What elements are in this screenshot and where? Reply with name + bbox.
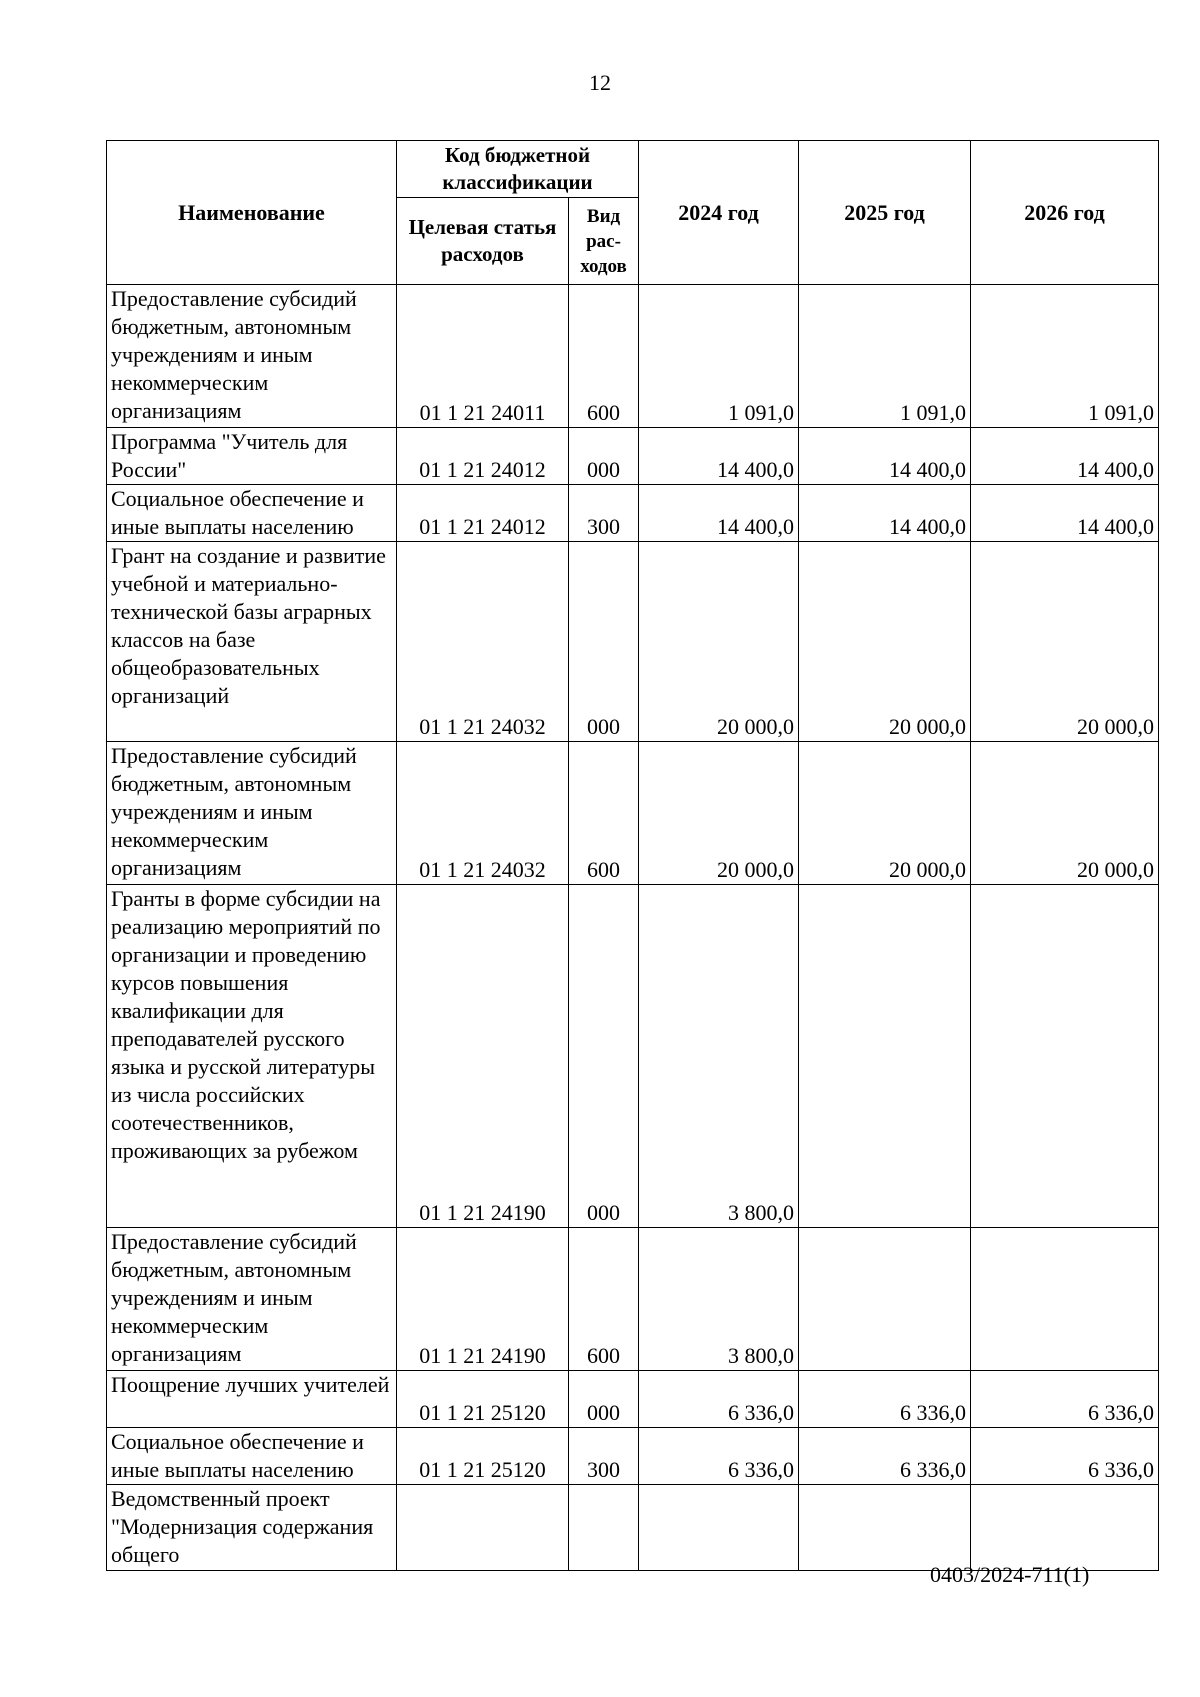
table-row bbox=[107, 285, 1159, 428]
row-value-2025 bbox=[799, 1228, 971, 1371]
footer-document-code: 0403/2024-711(1) bbox=[930, 1562, 1090, 1587]
row-value-2026 bbox=[971, 1485, 1159, 1571]
row-value-2024: 20 000,0 bbox=[639, 542, 799, 742]
row-expense-type: 000 bbox=[569, 885, 639, 1228]
row-expense-type: 300 bbox=[569, 485, 639, 542]
row-target-article: 01 1 21 24011 bbox=[397, 285, 569, 428]
row-value-2025: 1 091,0 bbox=[799, 285, 971, 428]
row-name: Грант на создание и развитие учебной и материально-технической базы аграрных классов на базе общеобразовательных организаций bbox=[107, 542, 397, 742]
row-name: Гранты в форме субсидии на реализацию мероприятий по организации и проведению курсов повышения квалификации для преподавателей русского языка и русской литературы из числа российских соотечественников, проживающих за рубежом bbox=[107, 885, 397, 1228]
table-row bbox=[107, 542, 1159, 742]
row-name: Предоставление субсидий бюджетным, автономным учреждениям и иным некоммерческим организациям bbox=[107, 1228, 397, 1371]
row-target-article: 01 1 21 24012 bbox=[397, 485, 569, 542]
header-expense-type: Вид рас-ходов bbox=[569, 198, 639, 285]
row-name: Программа "Учитель для России" bbox=[107, 428, 397, 485]
row-value-2025: 20 000,0 bbox=[799, 742, 971, 885]
row-value-2024: 3 800,0 bbox=[639, 1228, 799, 1371]
row-target-article bbox=[397, 1485, 569, 1571]
header-name: Наименование bbox=[107, 141, 397, 285]
table-body bbox=[107, 285, 1159, 1571]
table-row bbox=[107, 1428, 1159, 1485]
row-name: Ведомственный проект "Модернизация содержания общего bbox=[107, 1485, 397, 1571]
row-target-article: 01 1 21 25120 bbox=[397, 1371, 569, 1428]
row-expense-type: 600 bbox=[569, 1228, 639, 1371]
row-value-2026: 6 336,0 bbox=[971, 1371, 1159, 1428]
header-target-article: Целевая статья расходов bbox=[397, 198, 569, 285]
row-name: Предоставление субсидий бюджетным, автономным учреждениям и иным некоммерческим организациям bbox=[107, 742, 397, 885]
row-value-2024: 20 000,0 bbox=[639, 742, 799, 885]
row-target-article: 01 1 21 24012 bbox=[397, 428, 569, 485]
row-value-2025: 6 336,0 bbox=[799, 1428, 971, 1485]
row-expense-type: 600 bbox=[569, 285, 639, 428]
table-row bbox=[107, 428, 1159, 485]
row-expense-type: 000 bbox=[569, 1371, 639, 1428]
row-value-2026: 6 336,0 bbox=[971, 1428, 1159, 1485]
row-expense-type: 000 bbox=[569, 542, 639, 742]
row-value-2025: 20 000,0 bbox=[799, 542, 971, 742]
table-row bbox=[107, 485, 1159, 542]
row-value-2024: 14 400,0 bbox=[639, 485, 799, 542]
row-value-2026: 1 091,0 bbox=[971, 285, 1159, 428]
row-value-2025: 6 336,0 bbox=[799, 1371, 971, 1428]
row-value-2025: 14 400,0 bbox=[799, 428, 971, 485]
row-name: Социальное обеспечение и иные выплаты населению bbox=[107, 485, 397, 542]
row-target-article: 01 1 21 24032 bbox=[397, 742, 569, 885]
budget-table bbox=[106, 140, 1159, 1571]
row-value-2026: 20 000,0 bbox=[971, 542, 1159, 742]
row-value-2026: 14 400,0 bbox=[971, 485, 1159, 542]
row-value-2024: 3 800,0 bbox=[639, 885, 799, 1228]
row-expense-type: 600 bbox=[569, 742, 639, 885]
row-expense-type: 000 bbox=[569, 428, 639, 485]
table-row bbox=[107, 885, 1159, 1228]
row-value-2024 bbox=[639, 1485, 799, 1571]
row-target-article: 01 1 21 24032 bbox=[397, 542, 569, 742]
row-value-2024: 6 336,0 bbox=[639, 1428, 799, 1485]
table-row bbox=[107, 742, 1159, 885]
header-budget-code: Код бюджетной классификации bbox=[397, 141, 639, 198]
page-number: 12 bbox=[589, 70, 611, 95]
header-year-2026: 2026 год bbox=[971, 141, 1159, 285]
row-target-article: 01 1 21 25120 bbox=[397, 1428, 569, 1485]
row-value-2026: 20 000,0 bbox=[971, 742, 1159, 885]
row-value-2025 bbox=[799, 885, 971, 1228]
row-expense-type bbox=[569, 1485, 639, 1571]
table-row bbox=[107, 1485, 1159, 1571]
row-name: Предоставление субсидий бюджетным, автономным учреждениям и иным некоммерческим организациям bbox=[107, 285, 397, 428]
row-value-2024: 6 336,0 bbox=[639, 1371, 799, 1428]
row-value-2026 bbox=[971, 1228, 1159, 1371]
row-value-2026 bbox=[971, 885, 1159, 1228]
row-value-2026: 14 400,0 bbox=[971, 428, 1159, 485]
row-target-article: 01 1 21 24190 bbox=[397, 1228, 569, 1371]
row-name: Поощрение лучших учителей bbox=[107, 1371, 397, 1428]
row-expense-type: 300 bbox=[569, 1428, 639, 1485]
table-row bbox=[107, 1371, 1159, 1428]
row-value-2025: 14 400,0 bbox=[799, 485, 971, 542]
row-target-article: 01 1 21 24190 bbox=[397, 885, 569, 1228]
table-row bbox=[107, 1228, 1159, 1371]
row-value-2024: 14 400,0 bbox=[639, 428, 799, 485]
row-value-2024: 1 091,0 bbox=[639, 285, 799, 428]
header-year-2025: 2025 год bbox=[799, 141, 971, 285]
header-year-2024: 2024 год bbox=[639, 141, 799, 285]
row-name: Социальное обеспечение и иные выплаты населению bbox=[107, 1428, 397, 1485]
row-value-2025 bbox=[799, 1485, 971, 1571]
